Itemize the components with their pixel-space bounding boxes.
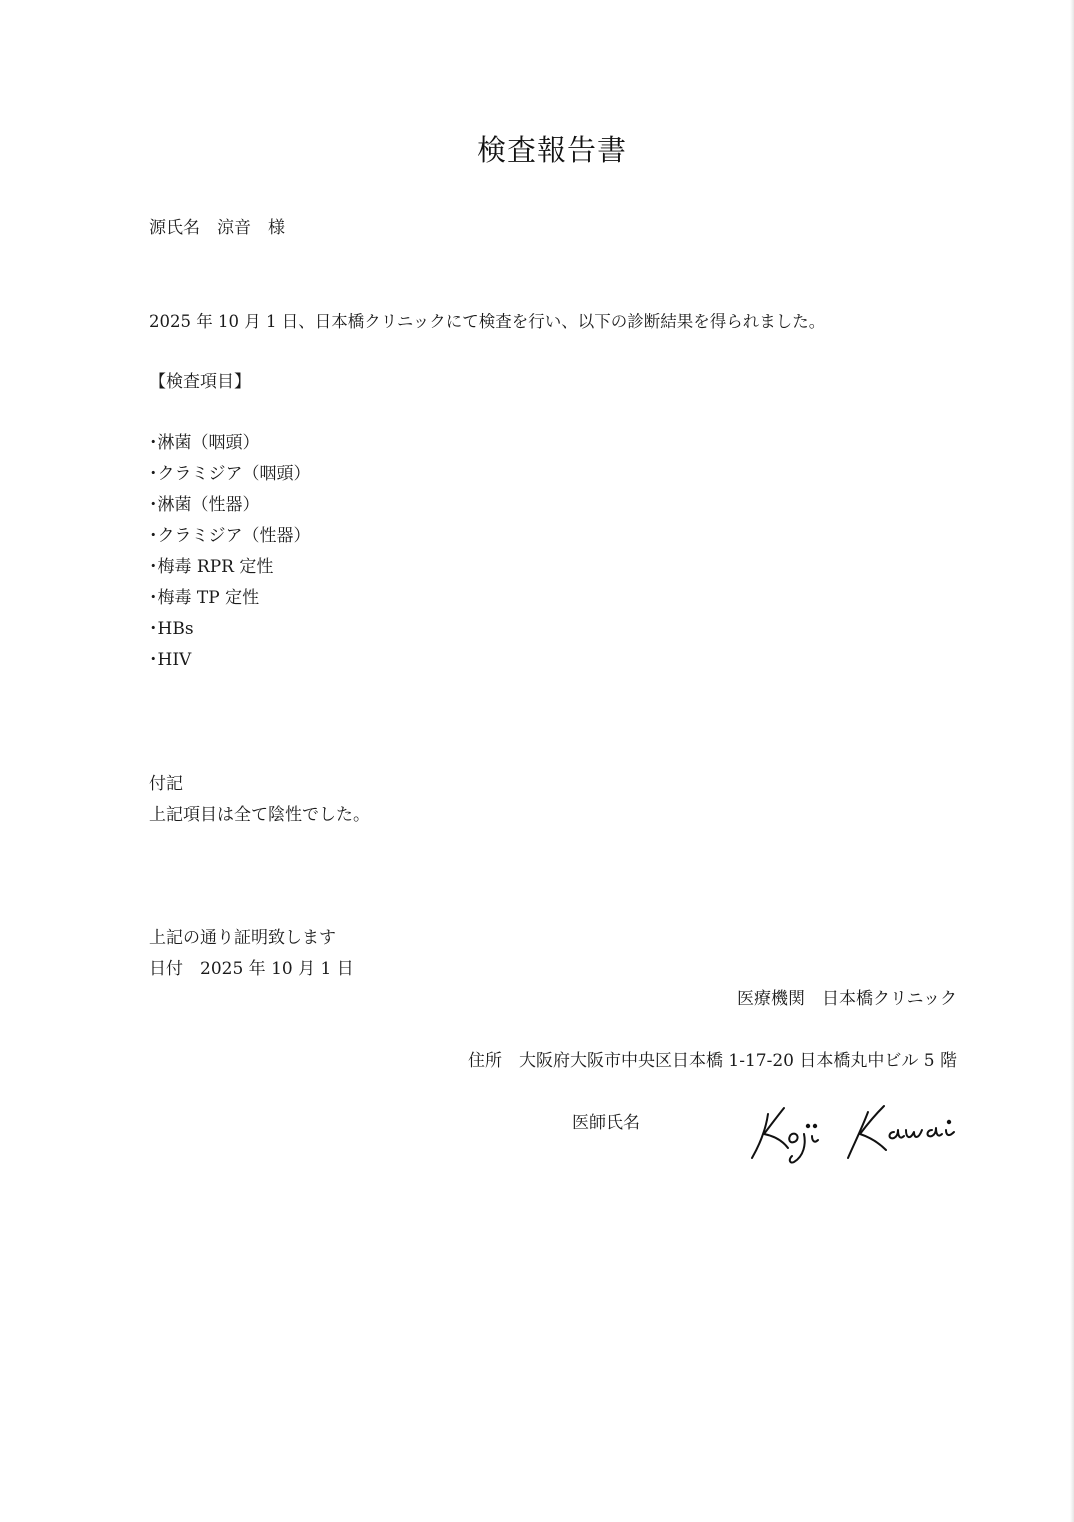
intro-paragraph: 2025 年 10 月 1 日、日本橋クリニックにて検査を行い、以下の診断結果を得られました。 xyxy=(149,312,826,331)
doctor-signature xyxy=(748,1100,968,1166)
list-item: ･クラミジア（咽頭） xyxy=(149,464,311,484)
institution-line: 医療機関 日本橋クリニック xyxy=(737,989,957,1009)
list-item: ･梅毒 RPR 定性 xyxy=(149,557,274,577)
list-item: ･HBs xyxy=(149,619,194,639)
certify-text: 上記の通り証明致します xyxy=(149,928,336,948)
note-heading: 付記 xyxy=(149,774,183,794)
test-items-list xyxy=(149,432,311,680)
items-heading: 【検査項目】 xyxy=(149,372,251,392)
address-line: 住所 大阪府大阪市中央区日本橋 1-17-20 日本橋丸中ビル 5 階 xyxy=(468,1051,957,1071)
recipient-name: 源氏名 涼音 様 xyxy=(149,218,285,238)
page-edge xyxy=(1070,0,1074,1522)
doctor-label: 医師氏名 xyxy=(572,1113,640,1133)
list-item: ･梅毒 TP 定性 xyxy=(149,588,260,608)
date-line: 日付 2025 年 10 月 1 日 xyxy=(149,959,354,979)
list-item: ･クラミジア（性器） xyxy=(149,526,311,546)
document-title: 検査報告書 xyxy=(476,133,627,167)
note-text: 上記項目は全て陰性でした。 xyxy=(149,805,370,825)
list-item: ･淋菌（咽頭） xyxy=(149,433,260,453)
list-item: ･淋菌（性器） xyxy=(149,495,260,515)
list-item: ･HIV xyxy=(149,650,192,670)
